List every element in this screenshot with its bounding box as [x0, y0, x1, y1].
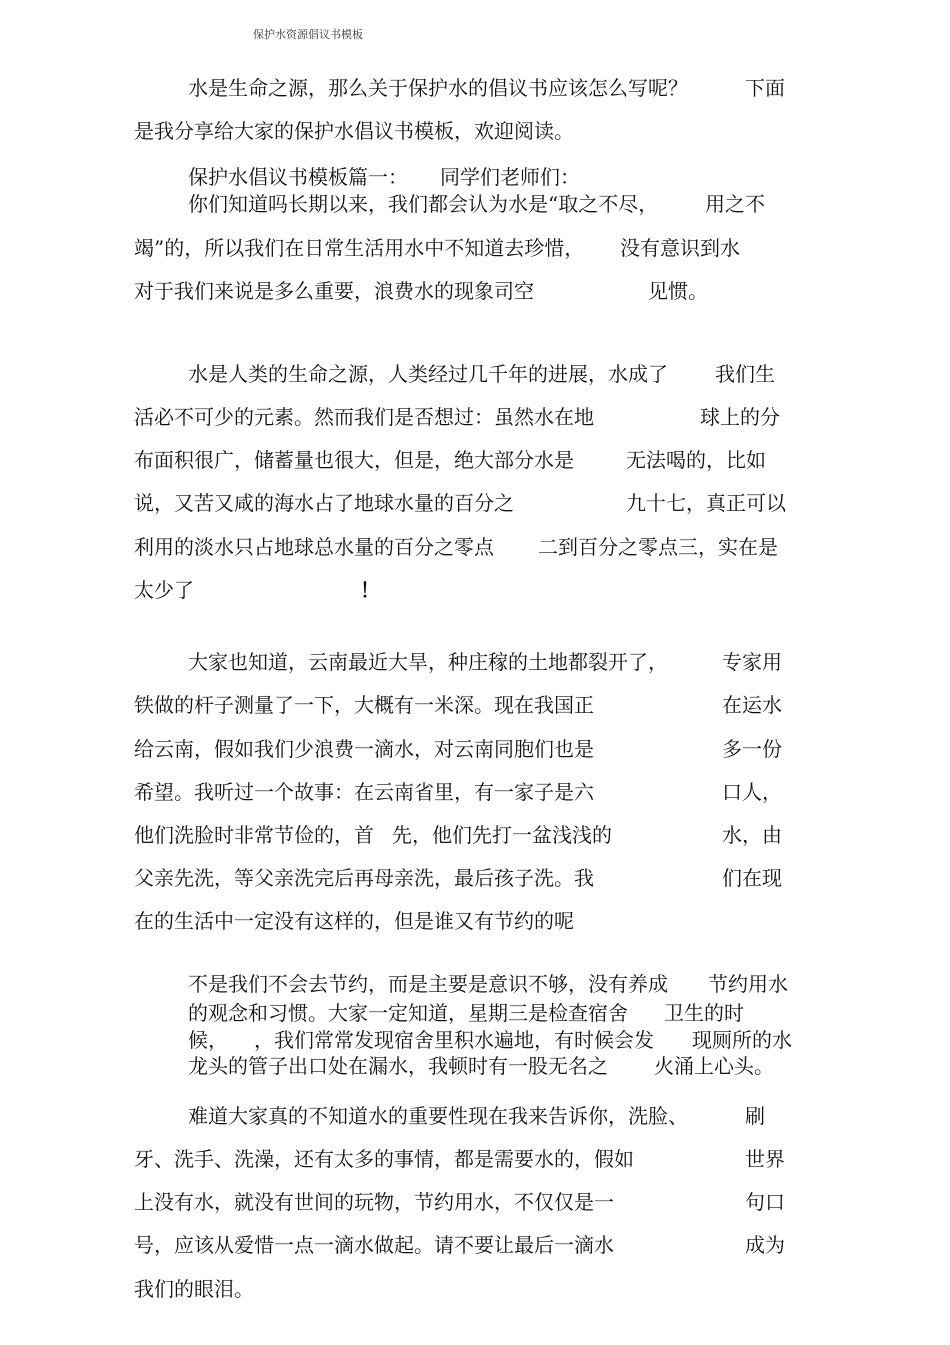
- salutation: 同学们老师们：: [440, 165, 580, 189]
- p2-line-1a: 水是人类的生命之源，人类经过几千年的进展，水成了: [188, 362, 668, 386]
- p3-line-5a: 他们洗脸时非常节俭的，首: [134, 823, 374, 847]
- p3-line-3a: 给云南，假如我们少浪费一滴水，对云南同胞们也是: [134, 737, 594, 761]
- p3-line-2a: 铁做的杆子测量了一下，大概有一米深。现在我国正: [134, 693, 594, 717]
- s1-line-3b: 见惯。: [648, 279, 708, 303]
- p3-line-3b: 多一份: [722, 737, 782, 761]
- p4-line-3b: ，我们常常发现宿舍里积水遍地，有时候会发: [254, 1028, 654, 1052]
- p2-line-4b: 九十七，真正可以: [626, 491, 786, 515]
- p3-line-7: 在的生活中一定没有这样的，但是谁又有节约的呢: [134, 909, 574, 933]
- s1-line-1a: 你们知道吗长期以来，我们都会认为水是“取之不尽，: [188, 192, 659, 216]
- intro-line-1b: 下面: [745, 76, 785, 100]
- p2-line-5a: 利用的淡水只占地球总水量的百分之零点: [134, 535, 494, 559]
- p5-line-1b: 刷: [745, 1104, 765, 1128]
- s1-line-1b: 用之不: [705, 192, 765, 216]
- p4-line-1a: 不是我们不会去节约，而是主要是意识不够，没有养成: [188, 972, 668, 996]
- p3-line-5c: 水，由: [722, 823, 782, 847]
- p3-line-5b: 先，他们先打一盆浅浅的: [392, 823, 612, 847]
- p4-line-4a: 龙头的管子出口处在漏水，我顿时有一股无名之: [188, 1054, 608, 1078]
- p3-line-4a: 希望。我听过一个故事：在云南省里，有一家子是六: [134, 780, 594, 804]
- p5-line-1a: 难道大家真的不知道水的重要性现在我来告诉你，洗脸、: [188, 1104, 688, 1128]
- p4-line-3c: 现厕所的水: [692, 1028, 792, 1052]
- p2-exclamation: ！: [360, 578, 380, 602]
- p5-line-3a: 上没有水，就没有世间的玩物，节约用水，不仅仅是一: [134, 1190, 614, 1214]
- s1-line-2a: 竭”的，所以我们在日常生活用水中不知道去珍惜，: [134, 236, 585, 260]
- p4-line-2a: 的观念和习惯。大家一定知道，星期三是检查宿舍: [188, 1001, 628, 1025]
- page-header-title: 保护水资源倡议书模板: [253, 28, 363, 41]
- p2-line-2a: 活必不可少的元素。然而我们是否想过：虽然水在地: [134, 405, 594, 429]
- p2-line-6: 太少了: [134, 578, 194, 602]
- p3-line-1a: 大家也知道，云南最近大旱，种庄稼的土地都裂开了，: [188, 650, 668, 674]
- p2-line-1b: 我们生: [715, 362, 775, 386]
- section-title: 保护水倡议书模板篇一：: [188, 165, 408, 189]
- s1-line-3a: 对于我们来说是多么重要，浪费水的现象司空: [134, 279, 534, 303]
- p4-line-1b: 节约用水: [708, 972, 788, 996]
- s1-line-2b: 没有意识到水: [620, 236, 740, 260]
- p2-line-3b: 无法喝的，比如: [626, 448, 766, 472]
- p5-line-3b: 句口: [745, 1190, 785, 1214]
- p3-line-1b: 专家用: [722, 650, 782, 674]
- p3-line-4b: 口人，: [722, 780, 782, 804]
- p3-line-2b: 在运水: [722, 693, 782, 717]
- p4-line-4b: 火涌上心头。: [654, 1054, 774, 1078]
- p5-line-4a: 号，应该从爱惜一点一滴水做起。请不要让最后一滴水: [134, 1233, 614, 1257]
- p5-line-5: 我们的眼泪。: [134, 1277, 254, 1301]
- p2-line-2b: 球上的分: [700, 405, 780, 429]
- intro-line-2: 是我分享给大家的保护水倡议书模板，欢迎阅读。: [134, 119, 574, 143]
- p3-line-6a: 父亲先洗，等父亲洗完后再母亲洗，最后孩子洗。我: [134, 866, 594, 890]
- p5-line-2b: 世界: [745, 1147, 785, 1171]
- p5-line-2a: 牙、洗手、洗澡，还有太多的事情，都是需要水的，假如: [134, 1147, 634, 1171]
- p4-line-3a: 候，: [188, 1028, 228, 1052]
- p2-line-5b: 二到百分之零点三，实在是: [538, 535, 778, 559]
- p2-line-4a: 说，又苦又咸的海水占了地球水量的百分之: [134, 491, 514, 515]
- p2-line-3a: 布面积很广，储蓄量也很大，但是，绝大部分水是: [134, 448, 574, 472]
- intro-line-1a: 水是生命之源，那么关于保护水的倡议书应该怎么写呢？: [188, 76, 688, 100]
- p5-line-4b: 成为: [745, 1233, 785, 1257]
- p4-line-2b: 卫生的时: [664, 1001, 744, 1025]
- p3-line-6b: 们在现: [722, 866, 782, 890]
